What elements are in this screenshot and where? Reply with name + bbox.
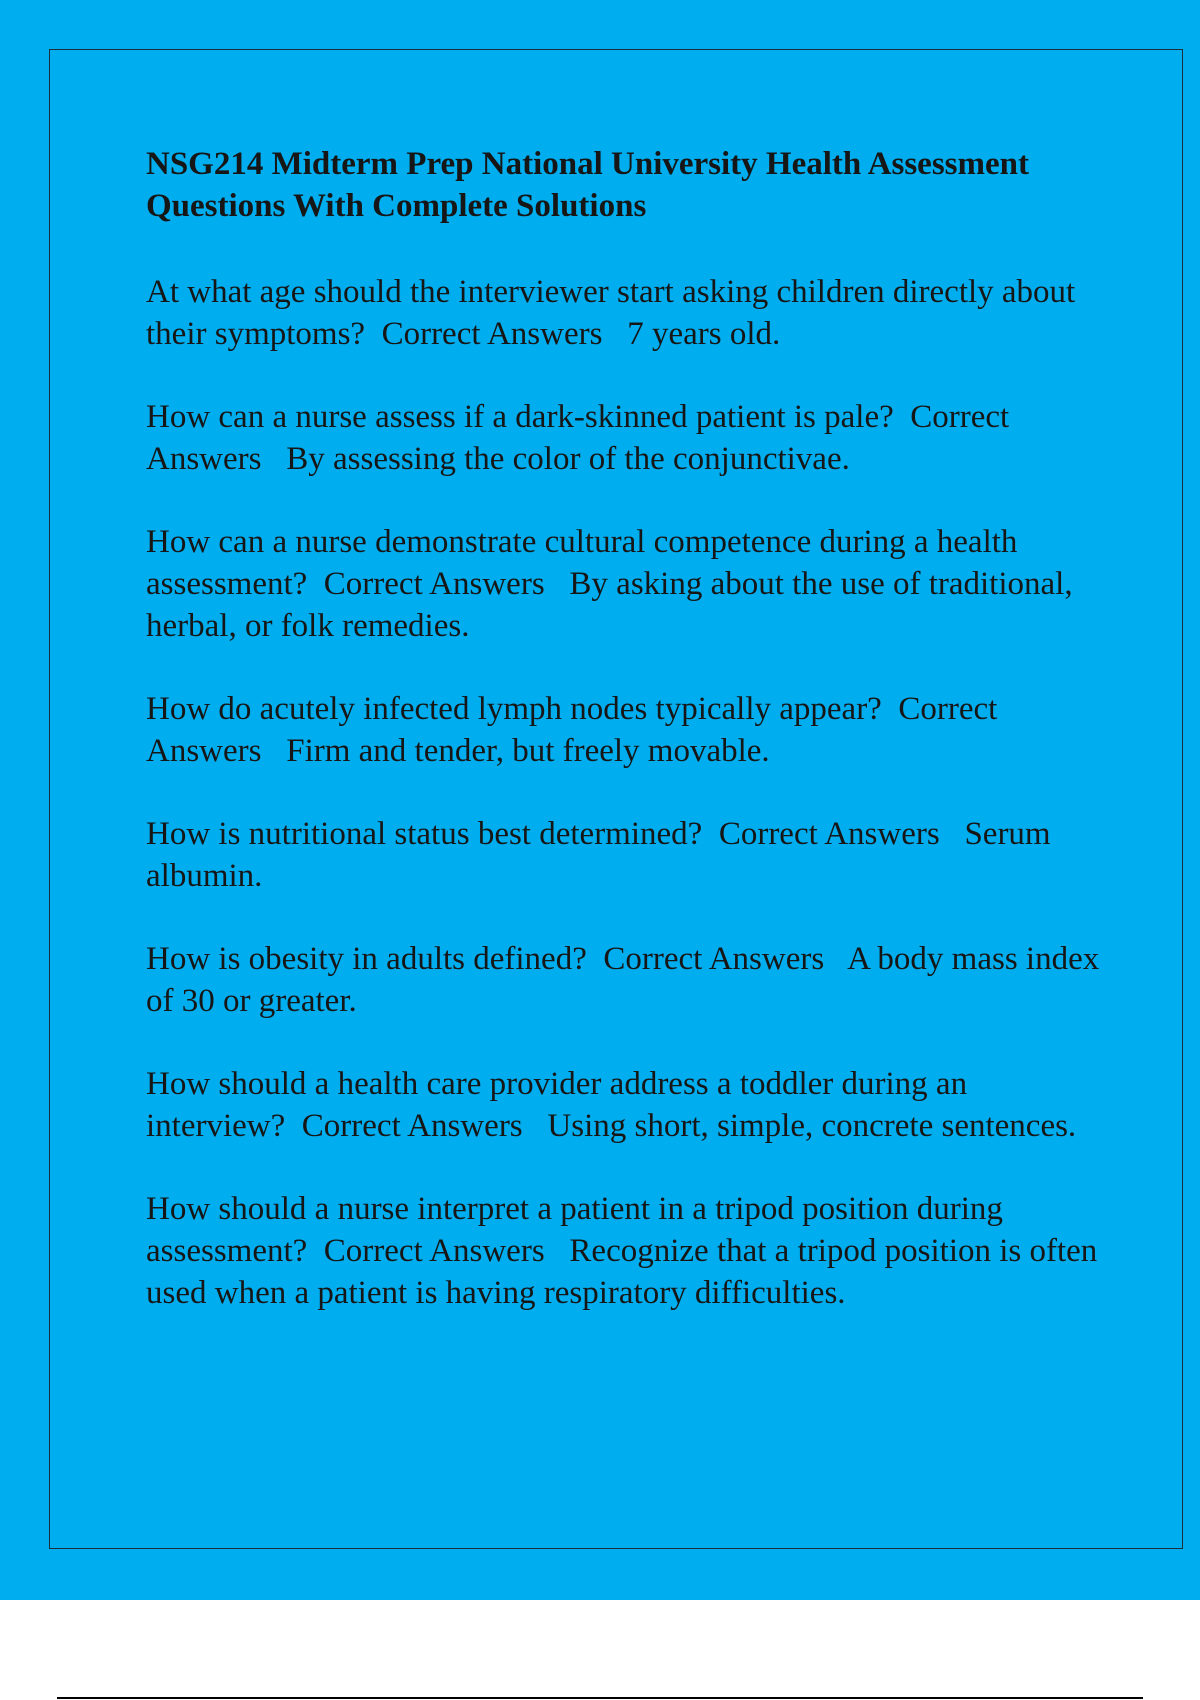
answer-label: Correct Answers <box>301 1108 523 1144</box>
document-title: NSG214 Midterm Prep National University Health Assessment Questions With Complete Solutions <box>146 146 1029 224</box>
question-text: How should a health care provider address a toddler during an interview? <box>146 1066 968 1144</box>
answer-label: Correct Answers <box>381 316 603 352</box>
question-text: At what age should the interviewer start asking children directly about their symptoms? <box>146 274 1076 352</box>
answer-label: Correct Answers <box>718 816 940 852</box>
qa-item <box>146 1188 1106 1314</box>
qa-item <box>146 271 1106 355</box>
answer-label: Correct Answers <box>146 691 998 769</box>
question-text: How do acutely infected lymph nodes typically appear? <box>146 691 882 727</box>
answer-text: A body mass index of 30 or greater. <box>146 941 1100 1019</box>
qa-item <box>146 813 1106 897</box>
answer-label: Correct Answers <box>603 941 825 977</box>
question-text: How is obesity in adults defined? <box>146 941 587 977</box>
qa-item <box>146 688 1106 772</box>
question-text: How is nutritional status best determined? <box>146 816 703 852</box>
question-text: How can a nurse assess if a dark-skinned patient is pale? <box>146 399 894 435</box>
answer-text: By assessing the color of the conjunctivae. <box>286 441 850 477</box>
qa-item <box>146 1063 1106 1147</box>
answer-label: Correct Answers <box>146 399 1010 477</box>
qa-item <box>146 521 1106 647</box>
answer-text: By asking about the use of traditional, herbal, or folk remedies. <box>146 566 1073 644</box>
answer-text: Firm and tender, but freely movable. <box>286 733 770 769</box>
document-body <box>146 143 1106 1355</box>
footer-divider <box>57 1697 1143 1699</box>
answer-label: Correct Answers <box>323 566 545 602</box>
answer-text: Using short, simple, concrete sentences. <box>547 1108 1077 1144</box>
qa-item <box>146 938 1106 1022</box>
answer-text: Recognize that a tripod position is often used when a patient is having respiratory difficulties. <box>146 1233 1098 1311</box>
qa-list <box>146 271 1106 1314</box>
answer-label: Correct Answers <box>323 1233 545 1269</box>
answer-text: 7 years old. <box>627 316 781 352</box>
qa-item <box>146 396 1106 480</box>
question-text: How can a nurse demonstrate cultural competence during a health assessment? <box>146 524 1018 602</box>
answer-text: Serum albumin. <box>146 816 1051 894</box>
question-text: How should a nurse interpret a patient in a tripod position during assessment? <box>146 1191 1003 1269</box>
